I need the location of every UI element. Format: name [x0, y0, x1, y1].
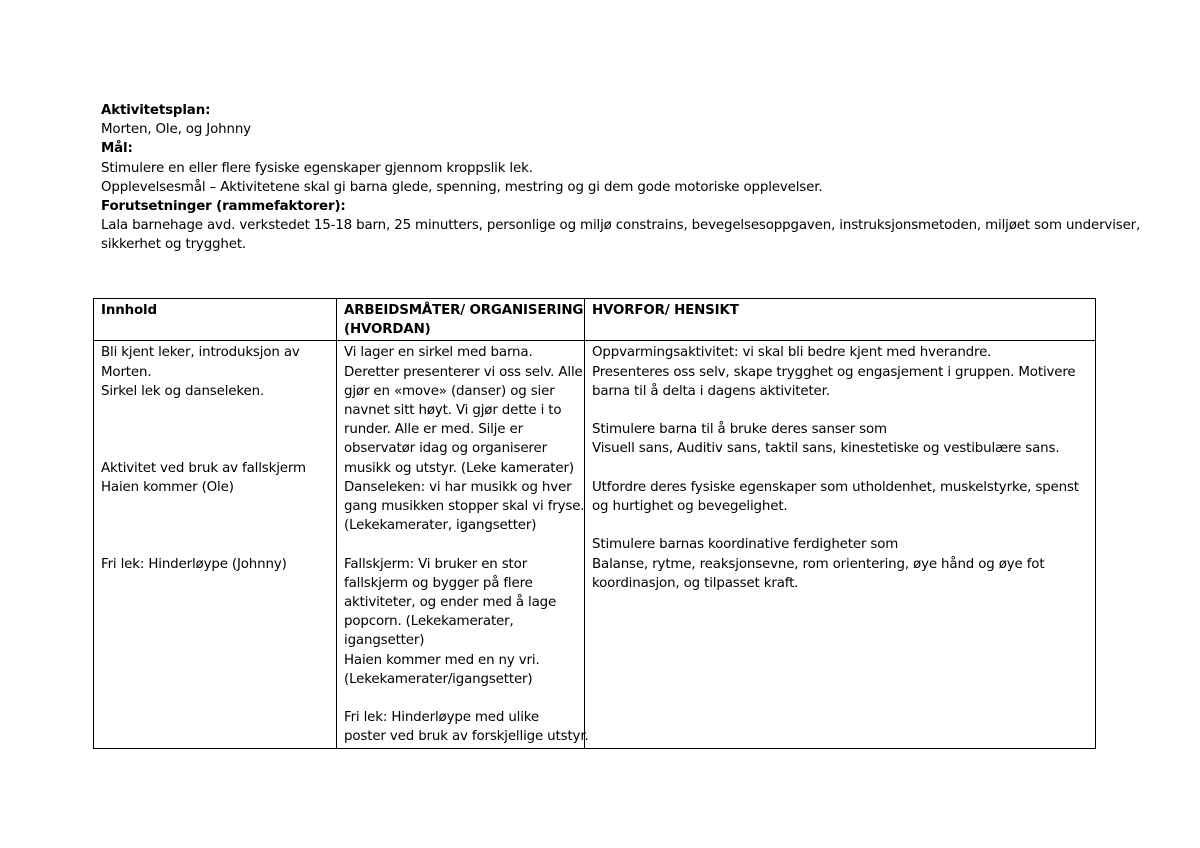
methods-line: musikk og utstyr. (Leke kamerater) — [344, 460, 574, 476]
methods-line: (Lekekamerater/igangsetter) — [344, 671, 533, 687]
methods-cell — [337, 341, 589, 748]
methods-line: Deretter presenterer vi oss selv. Alle — [344, 364, 583, 380]
methods-line: Vi lager en sirkel med barna. — [344, 345, 533, 361]
header-content — [94, 299, 337, 341]
goal-line-1: Stimulere en eller flere fysiske egenskaper gjennom kroppslik lek. — [101, 160, 533, 176]
heading-activity-plan: Aktivitetsplan: — [101, 103, 211, 118]
methods-line: navnet sitt høyt. Vi gjør dette i to — [344, 403, 562, 419]
methods-line: poster ved bruk av forskjellige utstyr. — [344, 729, 589, 745]
header-methods-label-2: (HVORDAN) — [344, 322, 431, 338]
content-line: Sirkel lek og danseleken. — [101, 383, 265, 399]
methods-line — [344, 689, 577, 708]
methods-line: Fallskjerm: Vi bruker en stor — [344, 556, 528, 572]
goal-line-2: Opplevelsesmål – Aktivitetene skal gi barna glede, spenning, mestring og gi dem gode motoriske opplevelser. — [101, 179, 823, 195]
purpose-line: barna til å delta i dagens aktiviteter. — [592, 383, 830, 399]
purpose-line — [592, 459, 1088, 478]
methods-line: aktiviteter, og ender med å lage — [344, 595, 557, 611]
header-purpose-label: HVORFOR/ HENSIKT — [592, 303, 739, 318]
activity-plan-table — [93, 298, 1096, 749]
content-line: Bli kjent leker, introduksjon av — [101, 345, 300, 361]
purpose-line: Presenteres oss selv, skape trygghet og engasjement i gruppen. Motivere — [592, 364, 1076, 380]
content-line — [101, 439, 329, 458]
methods-line: Fri lek: Hinderløype med ulike — [344, 710, 540, 726]
header-methods — [337, 299, 585, 341]
purpose-line: Stimulere barnas koordinative ferdigheter som — [592, 537, 899, 553]
methods-line: fallskjerm og bygger på flere — [344, 575, 533, 591]
content-line: Morten. — [101, 364, 152, 380]
methods-line: (Lekekamerater, igangsetter) — [344, 518, 537, 534]
content-line: Aktivitet ved bruk av fallskjerm — [101, 460, 306, 476]
heading-premises: Forutsetninger (rammefaktorer): — [101, 199, 346, 215]
methods-line: observatør idag og organiserer — [344, 441, 547, 457]
participant-names: Morten, Ole, og Johnny — [101, 122, 251, 138]
methods-line: Danseleken: vi har musikk og hver — [344, 479, 572, 495]
methods-line: gjør en «move» (danser) og sier — [344, 383, 555, 399]
content-line: Haien kommer (Ole) — [101, 479, 234, 495]
premises-line-2: sikkerhet og trygghet. — [101, 237, 247, 253]
content-line — [101, 535, 329, 554]
content-line — [101, 497, 329, 516]
purpose-line: koordinasjon, og tilpasset kraft. — [592, 575, 799, 591]
purpose-line: Stimulere barna til å bruke deres sanser som — [592, 422, 887, 438]
purpose-cell — [585, 341, 1096, 748]
methods-line: runder. Alle er med. Silje er — [344, 422, 523, 438]
purpose-line: Oppvarmingsaktivitet: vi skal bli bedre kjent med hverandre. — [592, 345, 992, 361]
purpose-line: og hurtighet og bevegelighet. — [592, 499, 788, 514]
heading-goal: Mål: — [101, 141, 133, 157]
purpose-line: Balanse, rytme, reaksjonsevne, rom orientering, øye hånd og øye fot — [592, 556, 1045, 572]
purpose-line — [592, 401, 1088, 420]
content-cell — [94, 341, 337, 748]
methods-line: Haien kommer med en ny vri. — [344, 652, 540, 668]
table-row — [94, 341, 1096, 748]
content-line — [101, 420, 329, 439]
content-line — [101, 401, 329, 420]
premises-line-1: Lala barnehage avd. verkstedet 15-18 barn, 25 minutters, personlige og miljø constrains, bevegelsesoppgaven, instruksjonsmetoden, miljøet som underviser, — [101, 218, 1141, 234]
purpose-line: Utfordre deres fysiske egenskaper som utholdenhet, muskelstyrke, spenst — [592, 479, 1079, 495]
header-content-label: Innhold — [101, 303, 157, 318]
methods-line — [344, 535, 577, 554]
document-intro — [101, 101, 1141, 255]
content-line — [101, 516, 329, 535]
methods-line: gang musikken stopper skal vi fryse. — [344, 499, 585, 515]
content-line: Fri lek: Hinderløype (Johnny) — [101, 556, 287, 572]
header-methods-label-1: ARBEIDSMÅTER/ ORGANISERING — [344, 303, 584, 318]
methods-line: igangsetter) — [344, 633, 425, 649]
header-purpose — [585, 299, 1096, 341]
methods-line: popcorn. (Lekekamerater, — [344, 614, 514, 630]
table-header-row — [94, 299, 1096, 341]
purpose-line — [592, 516, 1088, 535]
purpose-line: Visuell sans, Auditiv sans, taktil sans, kinestetiske og vestibulære sans. — [592, 441, 1060, 457]
